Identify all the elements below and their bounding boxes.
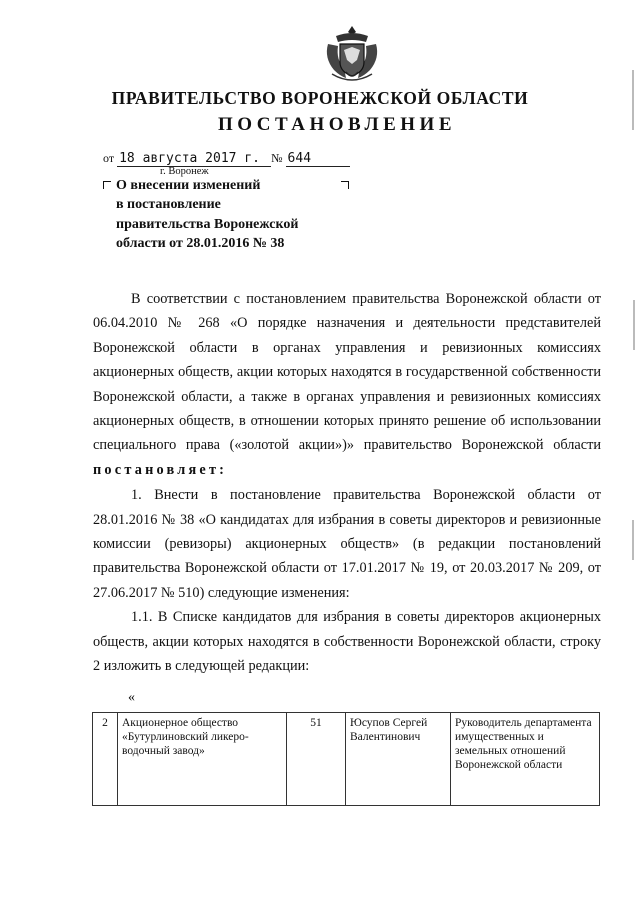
item-1-paragraph: 1. Внести в постановление правительства Воронежской области от 28.01.2016 № 38 «О кандидатах для избрания в советы директоров и ревизионные комиссии (ревизоры) акционерных обществ» (в редакции постановлений правительства Воронежской области от 17.01.2017 № 19, от 20.03.2017 № 209, от 27.06.2017 № 510) следующие изменения: [93, 487, 601, 601]
table-row [93, 713, 600, 806]
number-label: № [271, 151, 283, 165]
title-line: области от 28.01.2016 № 38 [116, 235, 285, 251]
city-label: г. Воронеж [160, 166, 209, 177]
candidate-name-cell: Юсупов Сергей Валентинович [346, 713, 451, 806]
document-number: 644 [286, 151, 350, 167]
title-corner-left [103, 181, 111, 189]
scan-edge-mark [632, 520, 634, 560]
document-date: 18 августа 2017 г. [117, 151, 271, 167]
resolves-word: постановляет: [93, 461, 228, 478]
candidates-table [92, 712, 600, 806]
document-body [93, 287, 601, 679]
document-type-heading: ПОСТАНОВЛЕНИЕ [217, 114, 457, 135]
title-line: О внесении изменений [116, 178, 261, 193]
organization-heading: ПРАВИТЕЛЬСТВО ВОРОНЕЖСКОЙ ОБЛАСТИ [111, 88, 529, 108]
document-meta [103, 151, 350, 167]
title-line: правительства Воронежской [116, 216, 299, 232]
title-corner-right [341, 181, 349, 189]
document-title [116, 176, 326, 253]
title-line: в постановление [116, 197, 221, 213]
organization-cell: Акционерное общество «Бутурлиновский ликеро-водочный завод» [118, 713, 287, 806]
candidate-position-cell: Руководитель департамента имущественных и земельных отношений Воронежской области [451, 713, 600, 806]
opening-quote: « [128, 690, 135, 705]
row-number-cell: 2 [93, 713, 118, 806]
coat-of-arms-emblem [322, 22, 382, 84]
preamble-paragraph [93, 287, 601, 482]
preamble-text: В соответствии с постановлением правительства Воронежской области от 06.04.2010 № 268 «О порядке назначения и деятельности представителей Воронежской области в органах управления и ревизионных комиссиях акционерных обществ, акции которых находятся в государственной собственности Воронежской области, а также в органах управления и ревизионных комиссиях акционерных обществ, в отношении которых принято решение об использовании специального права («золотой акции»)» правительство Воронежской области [93, 291, 601, 454]
scan-edge-mark [633, 300, 635, 350]
share-cell: 51 [287, 713, 346, 806]
from-label: от [103, 151, 115, 165]
scan-edge-mark [632, 70, 634, 130]
item-1-1-paragraph: 1.1. В Списке кандидатов для избрания в советы директоров акционерных обществ, акции которых находятся в собственности Воронежской области, строку 2 изложить в следующей редакции: [93, 609, 601, 675]
